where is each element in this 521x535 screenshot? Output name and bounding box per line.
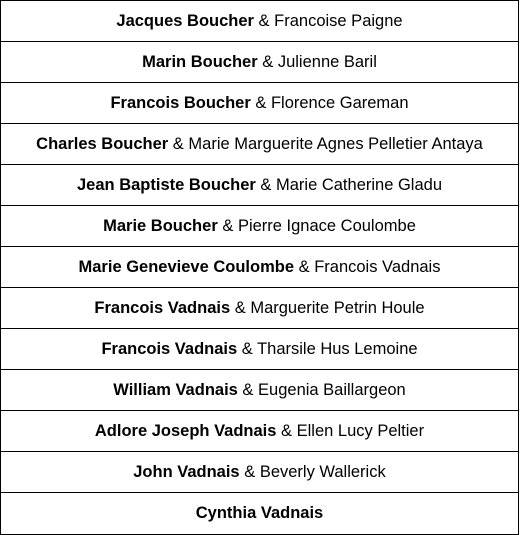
separator: & xyxy=(239,462,260,481)
primary-name: Francois Vadnais xyxy=(101,339,238,358)
separator: & xyxy=(294,257,315,276)
spouse-name: Marie Catherine Gladu xyxy=(276,175,442,194)
spouse-name: Eugenia Baillargeon xyxy=(258,380,406,399)
spouse-name: Francoise Paigne xyxy=(274,11,403,30)
primary-name: Francois Vadnais xyxy=(94,298,231,317)
generation-cell xyxy=(1,124,519,165)
separator: & xyxy=(230,298,251,317)
table-row xyxy=(1,493,519,535)
generation-cell xyxy=(1,83,519,124)
table-row xyxy=(1,329,519,370)
table-row xyxy=(1,83,519,124)
generation-cell xyxy=(1,452,519,493)
spouse-name: Marie Marguerite Agnes Pelletier Antaya xyxy=(188,134,483,153)
generation-cell xyxy=(1,411,519,452)
table-row xyxy=(1,452,519,493)
generation-cell xyxy=(1,493,519,535)
generation-cell xyxy=(1,247,519,288)
table-row xyxy=(1,411,519,452)
separator: & xyxy=(257,52,278,71)
table-row xyxy=(1,124,519,165)
separator: & xyxy=(237,339,258,358)
spouse-name: Marguerite Petrin Houle xyxy=(250,298,425,317)
separator: & xyxy=(168,134,189,153)
primary-name: John Vadnais xyxy=(133,462,240,481)
generation-cell xyxy=(1,370,519,411)
spouse-name: Julienne Baril xyxy=(277,52,377,71)
primary-name: Marie Genevieve Coulombe xyxy=(78,257,295,276)
spouse-name: Francois Vadnais xyxy=(314,257,441,276)
table-row xyxy=(1,206,519,247)
primary-name: Adlore Joseph Vadnais xyxy=(94,421,277,440)
generation-cell xyxy=(1,165,519,206)
spouse-name: Beverly Wallerick xyxy=(259,462,386,481)
table-row xyxy=(1,165,519,206)
table-row xyxy=(1,288,519,329)
separator: & xyxy=(250,93,271,112)
primary-name: Francois Boucher xyxy=(110,93,251,112)
separator: & xyxy=(276,421,297,440)
primary-name: Marie Boucher xyxy=(103,216,218,235)
table-row xyxy=(1,247,519,288)
primary-name: Marin Boucher xyxy=(142,52,258,71)
generation-cell xyxy=(1,288,519,329)
generation-cell xyxy=(1,206,519,247)
primary-name: William Vadnais xyxy=(113,380,238,399)
table-row xyxy=(1,1,519,42)
spouse-name: Ellen Lucy Peltier xyxy=(296,421,425,440)
separator: & xyxy=(253,11,275,30)
primary-name: Jacques Boucher xyxy=(116,11,254,30)
primary-name: Cynthia Vadnais xyxy=(195,504,324,522)
table-row xyxy=(1,370,519,411)
generation-cell xyxy=(1,42,519,83)
spouse-name: Florence Gareman xyxy=(270,93,409,112)
spouse-name: Pierre Ignace Coulombe xyxy=(237,216,416,235)
generation-cell xyxy=(1,1,519,42)
table-row xyxy=(1,42,519,83)
separator: & xyxy=(217,216,238,235)
generation-cell xyxy=(1,329,519,370)
primary-name: Jean Baptiste Boucher xyxy=(77,175,256,194)
spouse-name: Tharsile Hus Lemoine xyxy=(257,339,418,358)
separator: & xyxy=(255,175,276,194)
separator: & xyxy=(237,380,259,399)
primary-name: Charles Boucher xyxy=(36,134,169,153)
